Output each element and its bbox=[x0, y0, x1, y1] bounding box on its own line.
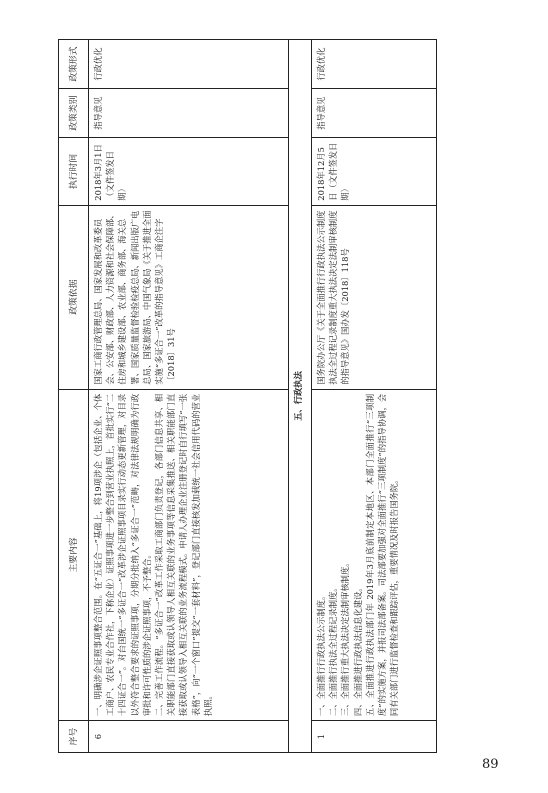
section-row bbox=[289, 40, 312, 753]
content-paragraph: 三、全面推行重大执法决定法制审核制度。 bbox=[340, 558, 351, 717]
header-content: 主要内容 bbox=[59, 389, 89, 720]
header-basis: 政策依据 bbox=[59, 205, 89, 389]
table-header-row bbox=[59, 40, 89, 753]
table-row bbox=[312, 40, 437, 753]
row-content bbox=[312, 389, 437, 720]
content-paragraph: 二、完善工作流程。“多证合一”改革工作采取工商部门负责登记，各部门信息共享、相关职能部门直接获取或认领导人相互关联的业务事项等信息采集推送、相关职能部门直接获取或认领导入相互关联的业务流程模式。申请人办理企业注册登记时自行填写“一张表格”，向“一个窗口”提交“一套材料”，登记部门直接核发加载统一社会信用代码的营业执照。 bbox=[154, 393, 213, 717]
table-row bbox=[89, 40, 289, 753]
row-basis: 国务院办公厅《关于全面推行行政执法公示制度执法全过程记录制度重大执法决定法制审核制度的指导意见》国办发〔2018〕118号 bbox=[312, 205, 437, 389]
page-number: 89 bbox=[482, 757, 499, 772]
header-form: 政策形式 bbox=[59, 40, 89, 89]
row-form: 行政优化 bbox=[312, 40, 437, 89]
section-title: 五、行政执法 bbox=[289, 40, 312, 753]
row-number: 6 bbox=[89, 721, 289, 753]
header-no: 序号 bbox=[59, 721, 89, 753]
row-basis: 国家工商行政管理总局、国家发展和改革委员会、公安部、财政部、人力资源和社会保障部、住房和城乡建设部、农业部、商务部、海关总署、国家质量监督检验检疫总局、新闻出版广电总局、国家旅游局、中国气象局《关于推进全面实施“多证合一”改革的指导意见》工商企注字〔2018〕31号 bbox=[89, 205, 289, 389]
row-time: 2018年12月5日（文件签发日期） bbox=[312, 138, 437, 205]
header-category: 政策类别 bbox=[59, 89, 89, 138]
content-paragraph: 一、明确涉企证照事项整合范围。在“五证合一”基础上，将19项涉企（包括企业、个体工商户、农民专业合作社，下称企业）证照事项进一步整合到营业执照上，首批实行“二十四证合一”。对台国统一“多证合一”改革涉企证照事项目录实行动态更新管理，对目录以外符合整合要求的证照事项，分期分批纳入“多证合一”范畴，对法律法规明确为行政审批和许可性质的涉企证照事项，不予整合。 bbox=[93, 393, 152, 717]
content-paragraph: 一、全面推行行政执法公示制度。 bbox=[316, 591, 326, 717]
row-content bbox=[89, 389, 289, 720]
row-form: 行政优化 bbox=[89, 40, 289, 89]
row-category: 指导意见 bbox=[312, 89, 437, 138]
content-paragraph: 四、全面推进行政执法信息化建设。 bbox=[352, 583, 363, 717]
content-paragraph: 五、全面推进行政执法部门年 2019年3月底前制定本地区、本部门全面推行“三项制度”的实施方案，并报司法部备案。司法部要加强对全面推行“三项制度”的指导协调，会同有关部门进行监督检查和跟踪评估，重要情况及时报告国务院。 bbox=[364, 393, 400, 717]
header-time: 执行时间 bbox=[59, 138, 89, 205]
row-category: 指导意见 bbox=[89, 89, 289, 138]
row-number: 1 bbox=[312, 721, 437, 753]
row-time: 2018年3月1日（文件签发日期） bbox=[89, 138, 289, 205]
policy-table bbox=[58, 39, 437, 753]
content-paragraph: 二、全面推行执法全过程记录制度。 bbox=[328, 583, 339, 717]
